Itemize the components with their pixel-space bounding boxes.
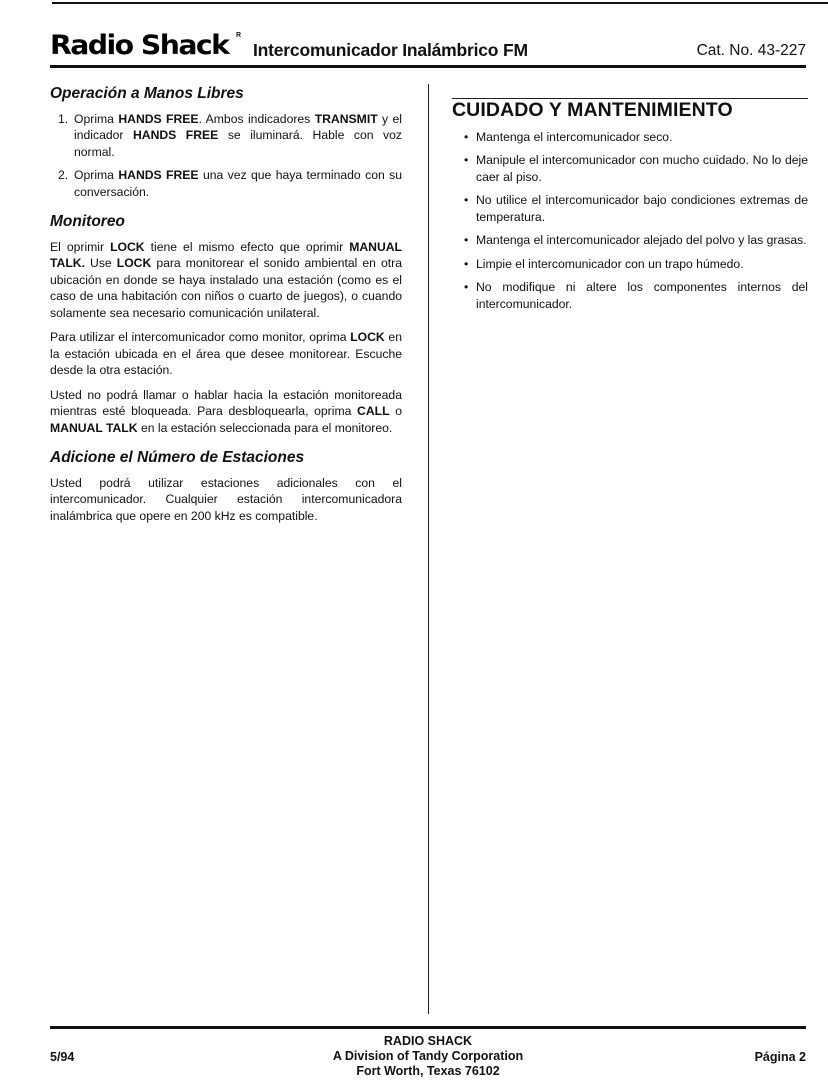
step-item [58,111,402,161]
radio-shack-logo: Radio Shack [50,30,229,61]
section-heading-stations: Adicione el Número de Estaciones [50,449,305,466]
column-divider [428,84,429,1014]
para-text: en la estación ubicada en el área que desee monitorear. Escuche desde la otra estación. [50,330,402,377]
list-item-text: Limpie el intercomunicador con un trapo húmedo. [476,256,744,271]
section-heading-monitoring: Monitoreo [50,213,125,230]
footer-line: RADIO SHACK [383,1034,473,1048]
page-header [50,30,806,64]
paragraph [50,329,402,379]
footer-company [278,1034,578,1079]
bullet-icon: • [464,193,469,207]
hands-free-steps [58,111,402,201]
step-text: Oprima [74,111,119,126]
para-text: o [389,404,402,418]
bullet-icon: • [464,129,469,144]
para-text: Use [84,256,117,270]
para-key: LOCK [110,239,145,254]
list-item [464,232,808,249]
para-key: MANUAL TALK [50,420,138,435]
section-heading-care: CUIDADO Y MANTENIMIENTO [452,99,733,121]
care-list [464,129,808,313]
step-text: una vez que haya terminado con su conversación. [74,168,402,199]
left-column [50,86,402,532]
bullet-icon: • [464,280,469,294]
para-text: Usted no podrá llamar o hablar hacia la estación monitoreada mientras esté bloqueada. Para desbloquearla, oprima [50,387,402,418]
para-key: CALL [357,404,390,418]
para-key: LOCK [350,330,385,344]
step-item [58,167,402,200]
para-text: tiene el mismo efecto que oprimir [144,239,350,254]
step-key: TRANSMIT [314,111,378,126]
header-rule [50,65,806,68]
footer-date: 5/94 [50,1050,75,1064]
list-item-text: No modifique ni altere los componentes internos del intercomunicador. [476,280,808,311]
bullet-icon: • [464,256,469,271]
step-text: se iluminará. Hable con voz normal. [74,128,402,159]
list-item-text: Mantenga el intercomunicador alejado del polvo y las grasas. [476,233,807,247]
step-text: . Ambos indicadores [198,111,315,126]
footer-rule [50,1026,806,1029]
list-item [464,256,808,273]
top-rule [52,2,828,4]
para-key: MANUAL TALK. [50,239,402,270]
step-text: y el indicador [74,111,402,142]
paragraph [50,239,402,322]
para-text: para monitorear el sonido ambiental en otra ubicación en donde se haya instalado una estación (como es el caso de una habitación con niños o cuarto de juegos), o cuando solamente sea necesario comunicación unilateral. [50,256,403,320]
list-item-text: Manipule el intercomunicador con mucho cuidado. No lo deje caer al piso. [476,153,808,184]
footer-line: A Division of Tandy Corporation [332,1049,524,1063]
step-number: 2. [58,168,69,182]
step-key: HANDS FREE [118,111,199,126]
step-number: 1. [58,111,69,126]
registered-mark: R [236,32,242,39]
paragraph: Usted podrá utilizar estaciones adicionales con el intercomunicador. Cualquier estación intercomunicadora inalámbrica que opere en 200 kHz es compatible. [50,475,402,523]
list-item-text: No utilice el intercomunicador bajo condiciones extremas de temperatura. [476,193,808,224]
footer-line: Fort Worth, Texas 76102 [356,1064,500,1078]
bullet-icon: • [464,233,469,247]
step-text: Oprima [74,168,119,182]
catalog-number: Cat. No. 43-227 [696,42,806,59]
list-item [464,192,808,225]
para-text: en la estación seleccionada para el monitoreo. [137,420,393,435]
para-text: El oprimir [50,239,111,254]
bullet-icon: • [464,153,469,167]
list-item-text: Mantenga el intercomunicador seco. [476,129,673,144]
list-item [464,152,808,185]
para-text: Para utilizar el intercomunicador como monitor, oprima [50,330,351,344]
step-key: HANDS FREE [132,128,219,142]
list-item [464,129,808,146]
list-item [464,279,808,312]
step-key: HANDS FREE [118,168,199,182]
para-key: LOCK [116,256,152,270]
paragraph [50,387,402,437]
page-number: Página 2 [754,1050,806,1064]
document-title: Intercomunicador Inalámbrico FM [253,40,528,60]
right-column [452,98,808,319]
section-heading-hands-free: Operación a Manos Libres [50,85,244,102]
